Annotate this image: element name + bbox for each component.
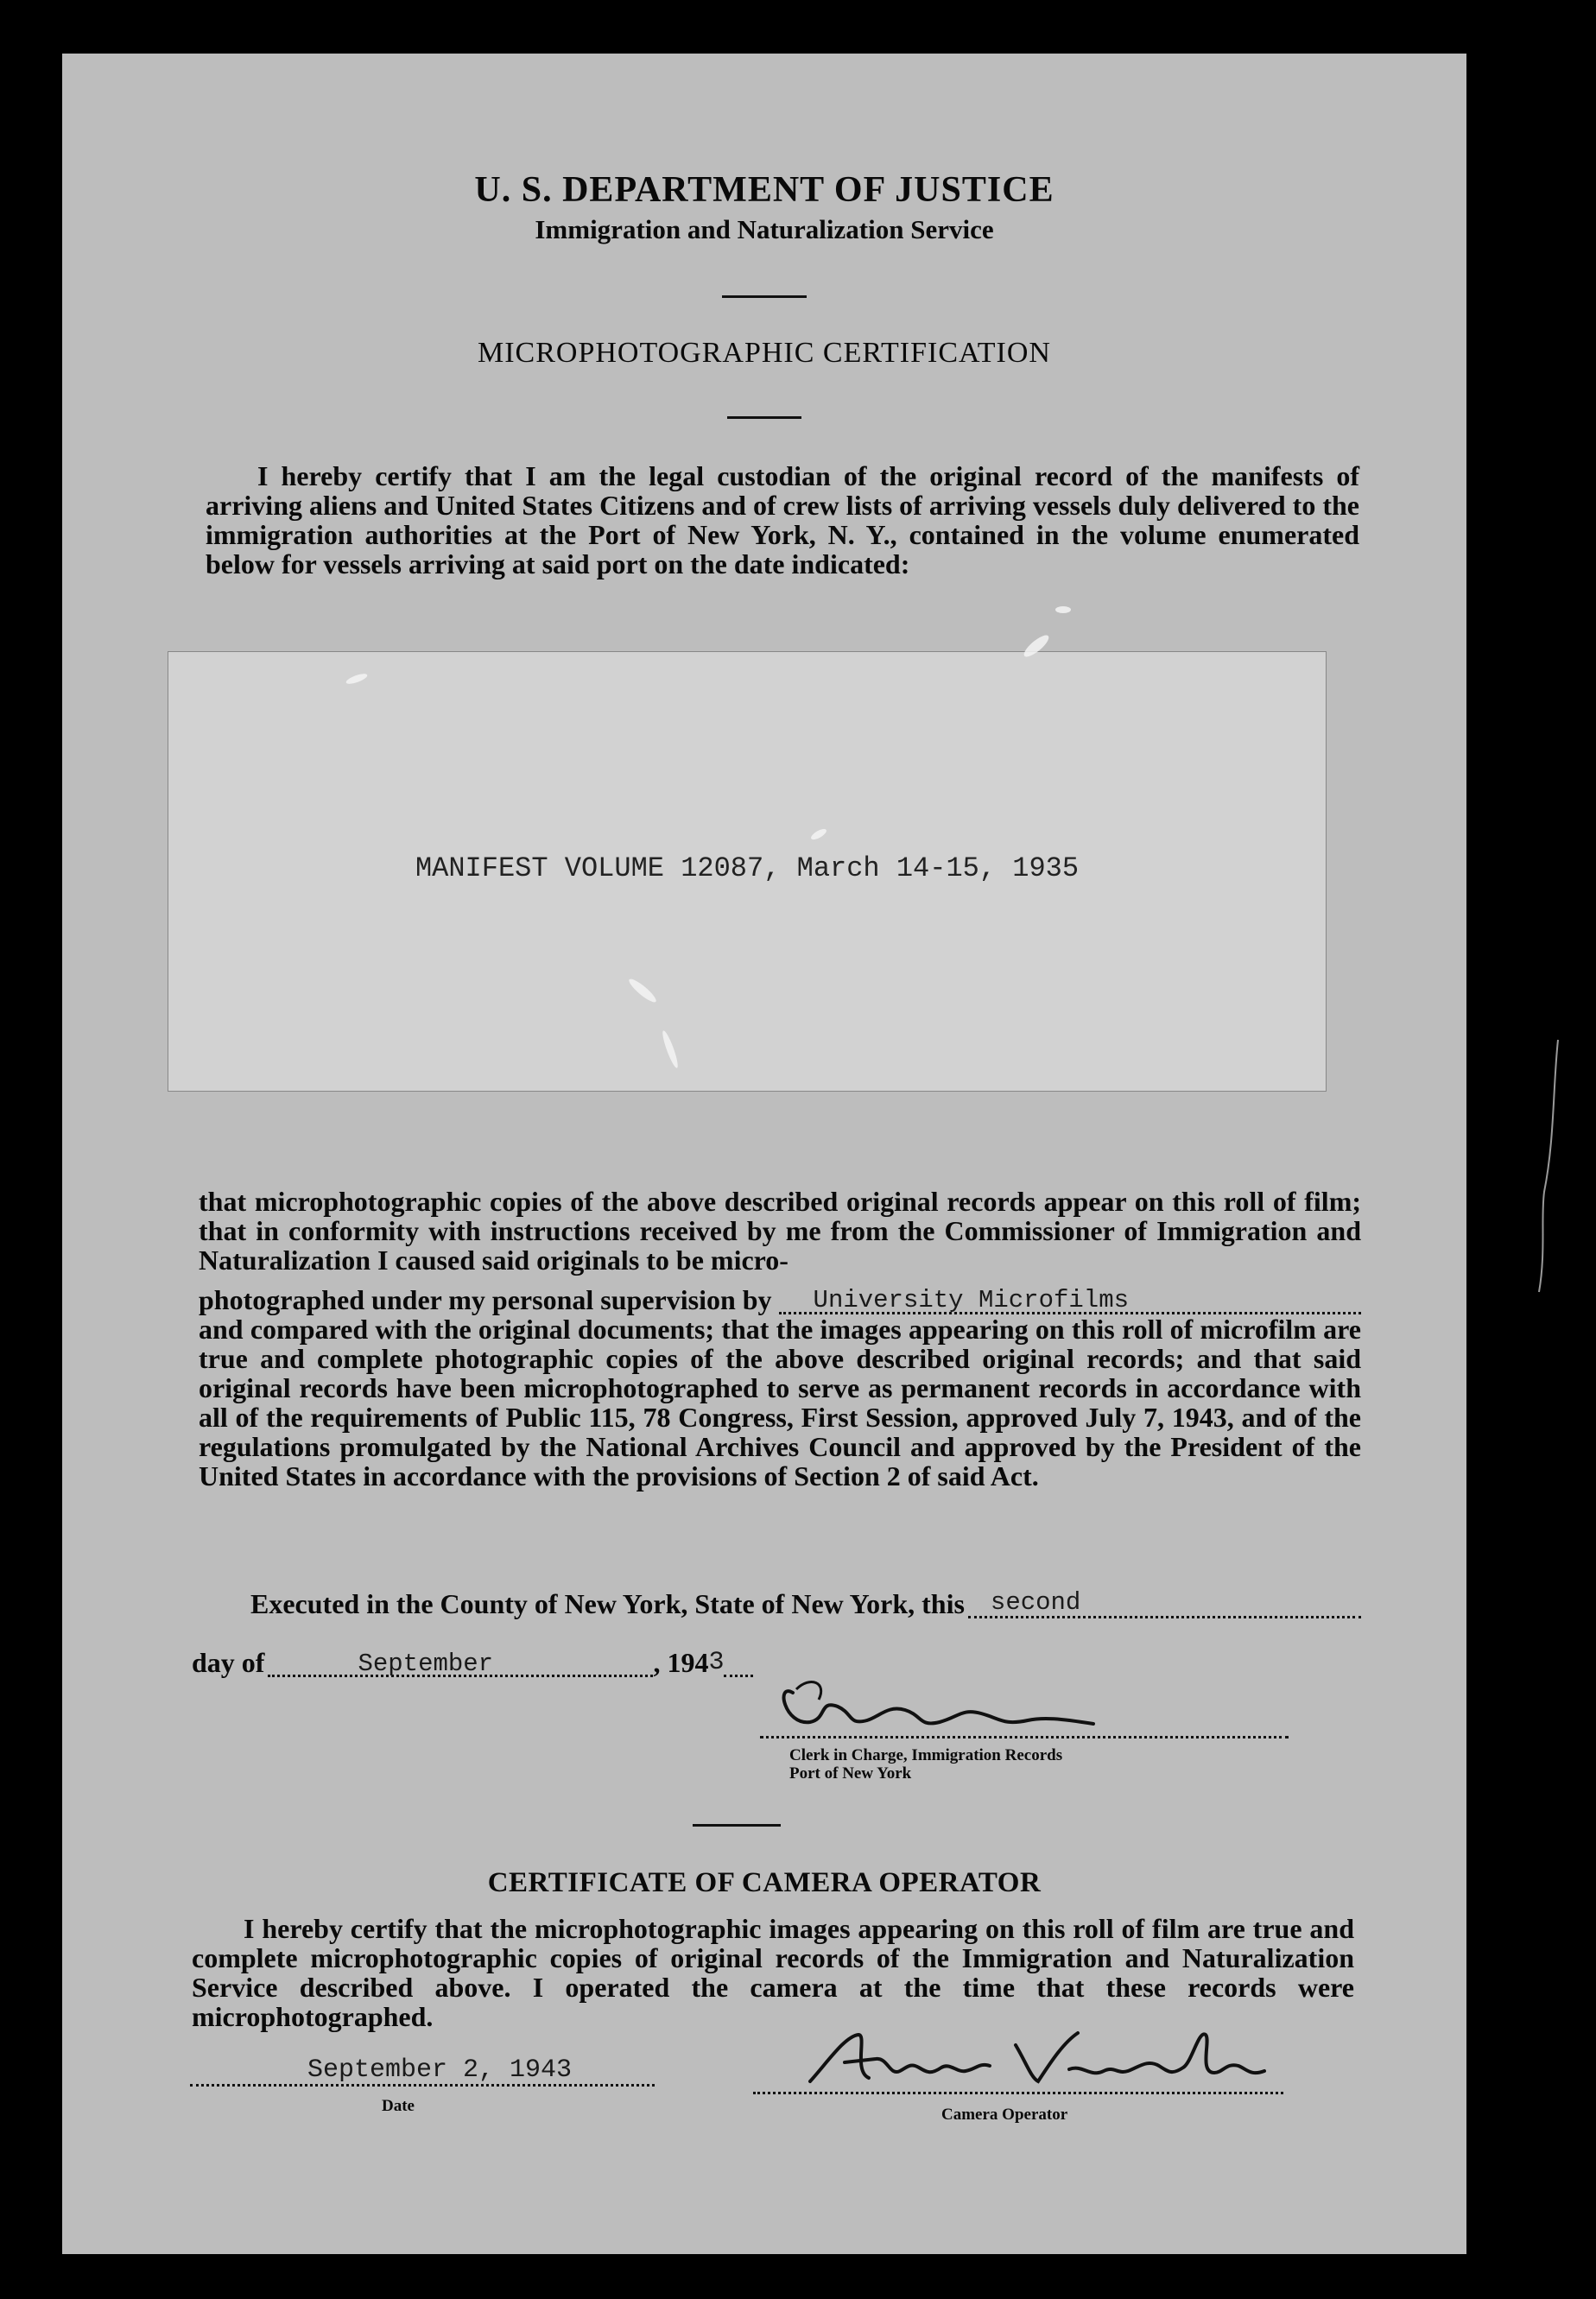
operator-signature [793, 2028, 1276, 2097]
department-heading: U. S. DEPARTMENT OF JUSTICE [474, 170, 1054, 210]
date-label: Date [382, 2097, 415, 2115]
certification-title: MICROPHOTOGRAPHIC CERTIFICATION [477, 337, 1051, 369]
operator-date-value: September 2, 1943 [307, 2055, 573, 2085]
clerk-signature-line [760, 1736, 1289, 1738]
camera-operator-statement [192, 1914, 1354, 2031]
film-speck [1055, 606, 1071, 613]
clerk-title-line2: Port of New York [789, 1764, 912, 1783]
manifest-volume-text: MANIFEST VOLUME 12087, March 14-15, 1935 [415, 852, 1080, 884]
clerk-signature-scribble [758, 1674, 1104, 1738]
supervision-line [199, 1280, 1361, 1314]
executed-day: second [990, 1588, 1081, 1617]
operator-date-field [190, 2055, 655, 2087]
operator-signature-scribble [793, 2028, 1276, 2097]
body-rest-paragraph: and compared with the original documents; that the images appearing on this roll of microfilm are true and complete photographic copies of the above described original records; and that said original records have been microphotographed to serve as permanent records in accordance with all of the requirements of Public 115, 78 Congress, First Session, approved July 7, 1943, and of the regulations promulgated by the National Archives Council and approved by the President of the United States in accordance with the provisions of Section 2 of said Act. [199, 1314, 1361, 1492]
clerk-signature [758, 1674, 1104, 1738]
service-subheading: Immigration and Naturalization Service [535, 214, 994, 244]
certification-intro [206, 461, 1359, 579]
clerk-title-line1: Clerk in Charge, Immigration Records [789, 1746, 1063, 1764]
executed-day-field [968, 1590, 1361, 1618]
year-dots [724, 1649, 753, 1677]
month-field [268, 1651, 653, 1677]
supervision-prefix: photographed under my personal supervision by [199, 1284, 772, 1315]
supervisor-field [779, 1286, 1361, 1314]
month-value: September [358, 1650, 494, 1678]
film-edge-scratch-mark [1537, 1036, 1563, 1295]
camera-operator-title: CERTIFICATE OF CAMERA OPERATOR [487, 1867, 1042, 1898]
operator-signature-line [753, 2092, 1283, 2094]
camera-operator-label: Camera Operator [941, 2106, 1068, 2124]
clerk-title [789, 1746, 1221, 1783]
executed-line [250, 1589, 1361, 1618]
date-line [192, 1648, 848, 1677]
certification-body [199, 1187, 1361, 1491]
intro-paragraph: I hereby certify that I am the legal custodian of the original record of the manifests of arriving aliens and United States Citizens and of crew lists of arriving vessels duly delivered to the immigration authorities at the Port of New York, N. Y., contained in the volume enumerated below for vessels arriving at said port on the date indicated: [206, 460, 1359, 580]
year-prefix: , 194 [653, 1647, 709, 1678]
body-first-paragraph: that microphotographic copies of the above described original records appear on this roll of film; that in conformity with instructions received by me from the Commissioner of Immigration and Naturalization I caused said originals to be micro- [199, 1186, 1361, 1276]
divider-rule [727, 416, 801, 419]
film-edge-scratch [1537, 1036, 1563, 1295]
year-digit: 3 [708, 1648, 725, 1677]
supervisor-name: University Microfilms [813, 1286, 1130, 1314]
camera-operator-paragraph: I hereby certify that the microphotographic images appearing on this roll of film are true and complete microphotographic copies of original records of the Immigration and Naturalization Service described above. I operated the camera at the time that these records were microphotographed. [192, 1913, 1354, 2032]
executed-prefix: Executed in the County of New York, State of New York, this [250, 1588, 965, 1619]
certificate-sheet [62, 54, 1466, 2254]
divider-rule [693, 1824, 781, 1827]
day-of-label: day of [192, 1647, 265, 1678]
manifest-label-box [168, 651, 1327, 1092]
divider-rule [722, 295, 807, 298]
operator-date-line [190, 2084, 655, 2087]
